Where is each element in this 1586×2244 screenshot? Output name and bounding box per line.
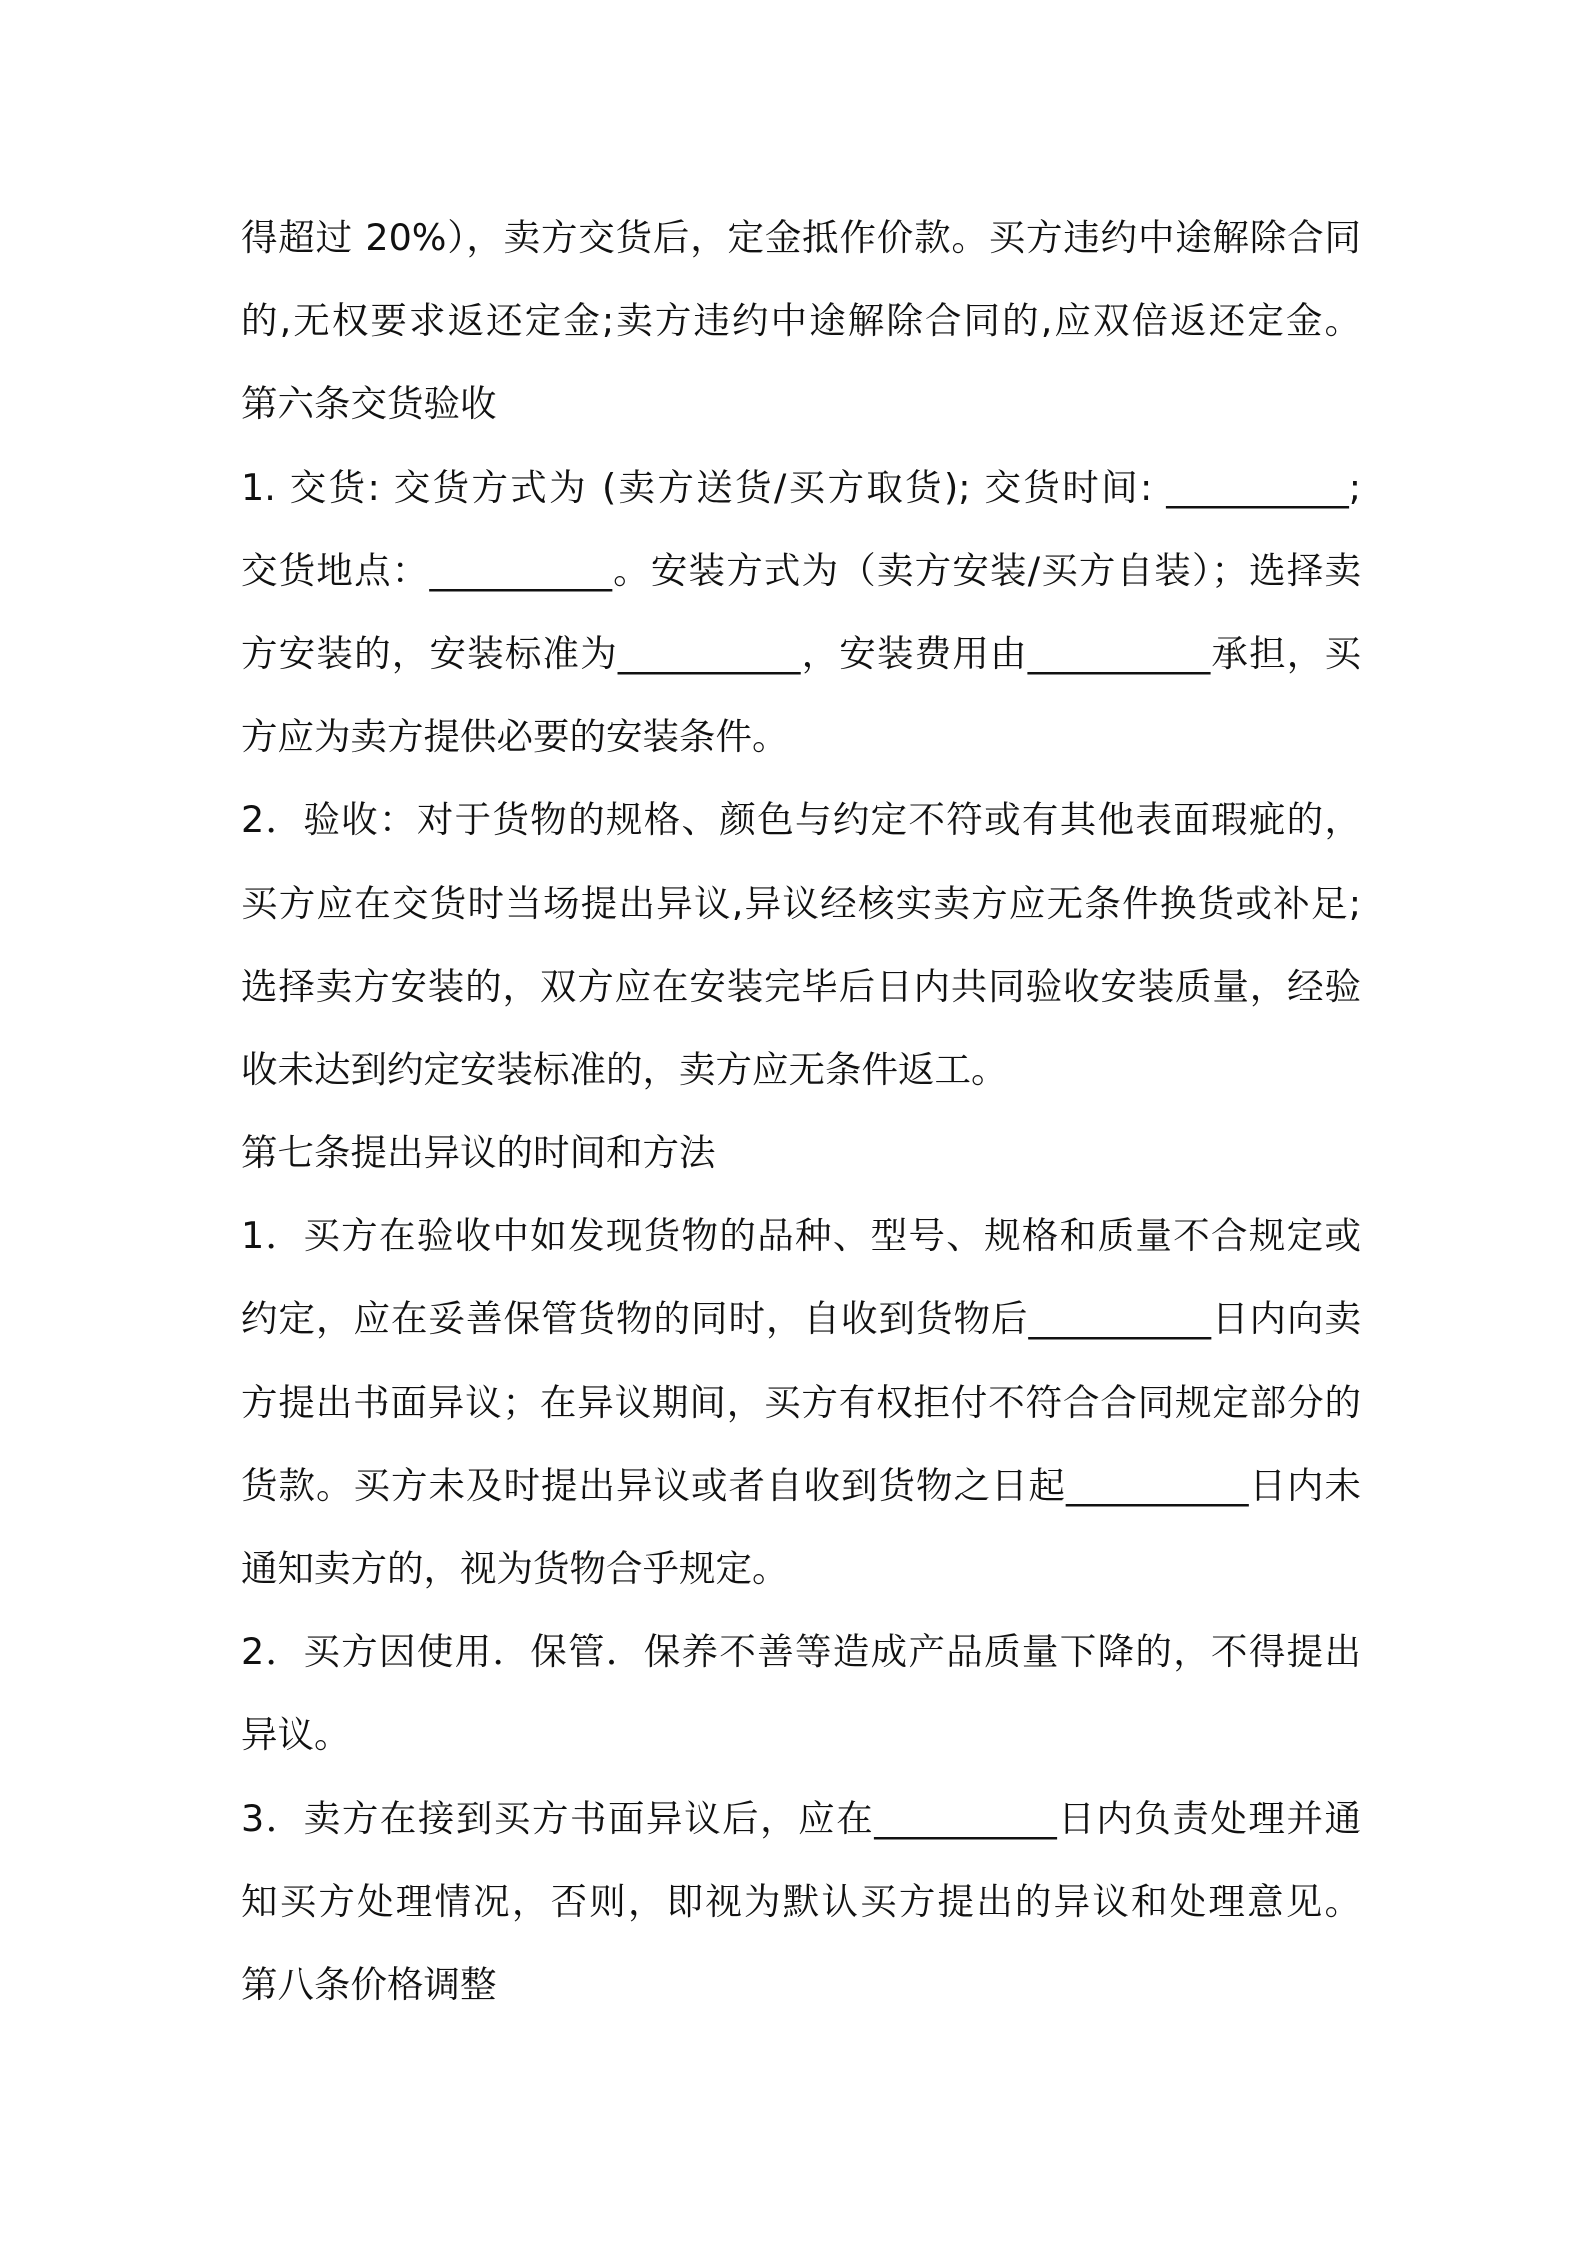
text-line: 2．验收：对于货物的规格、颜色与约定不符或有其他表面瑕疵的， <box>241 798 1361 842</box>
section-heading: 第八条价格调整 <box>241 1962 497 2006</box>
document-body <box>241 196 1361 2026</box>
text-line: 的,无权要求返还定金;卖方违约中途解除合同的,应双倍返还定金。 <box>241 299 1361 343</box>
section-heading: 第六条交货验收 <box>241 382 497 426</box>
text-line: 方应为卖方提供必要的安装条件。 <box>241 715 789 759</box>
text-line: 选择卖方安装的，双方应在安装完毕后日内共同验收安装质量，经验 <box>241 964 1361 1008</box>
text-line: 通知卖方的，视为货物合乎规定。 <box>241 1547 789 1590</box>
text-line: 交货地点：__________。安装方式为（卖方安装/买方自装）；选择卖 <box>241 548 1361 592</box>
text-line: 方安装的，安装标准为__________，安装费用由__________承担，买 <box>241 631 1361 675</box>
text-line: 3．卖方在接到买方书面异议后，应在__________日内负责处理并通 <box>241 1796 1361 1840</box>
text-line: 1. 交货: 交货方式为 (卖方送货/买方取货); 交货时间: __________; <box>241 465 1361 509</box>
section-heading: 第七条提出异议的时间和方法 <box>241 1131 716 1175</box>
text-line: 异议。 <box>241 1713 351 1757</box>
text-line: 1．买方在验收中如发现货物的品种、型号、规格和质量不合规定或 <box>241 1214 1361 1258</box>
text-line: 货款。买方未及时提出异议或者自收到货物之日起__________日内未 <box>241 1463 1361 1507</box>
text-line: 2．买方因使用．保管．保养不善等造成产品质量下降的，不得提出 <box>241 1630 1361 1674</box>
text-line: 得超过 20%），卖方交货后，定金抵作价款。买方违约中途解除合同 <box>241 216 1361 259</box>
text-line: 约定，应在妥善保管货物的同时，自收到货物后__________日内向卖 <box>241 1297 1361 1341</box>
text-line: 方提出书面异议；在异议期间，买方有权拒付不符合合同规定部分的 <box>241 1380 1361 1424</box>
text-line: 收未达到约定安装标准的，卖方应无条件返工。 <box>241 1047 1008 1091</box>
text-line: 知买方处理情况，否则，即视为默认买方提出的异议和处理意见。 <box>241 1879 1361 1923</box>
text-line: 买方应在交货时当场提出异议,异议经核实卖方应无条件换货或补足; <box>241 881 1361 925</box>
